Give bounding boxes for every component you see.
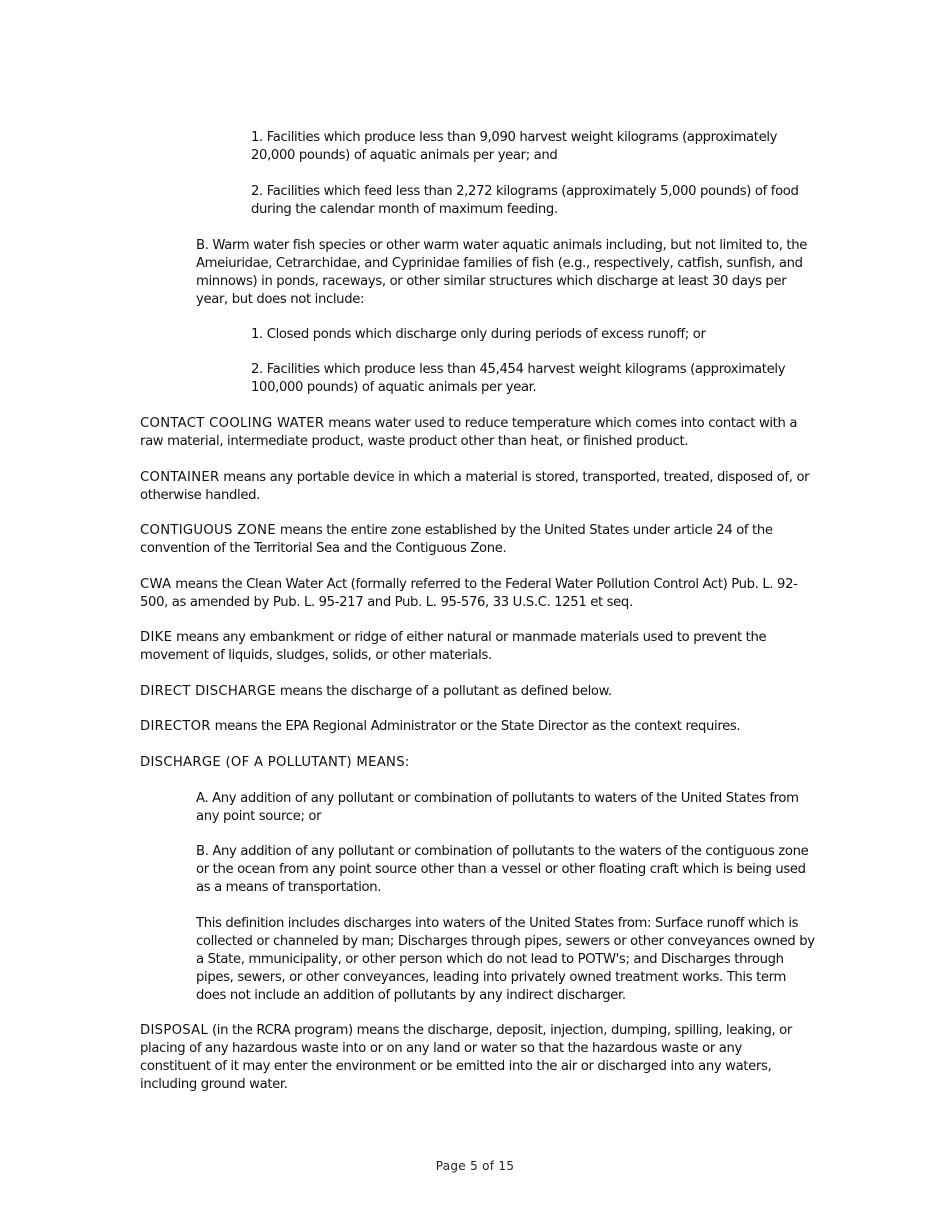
definition-text: means the discharge of a pollutant as defined below.: [276, 684, 612, 699]
definition-text: means any portable device in which a material is stored, transported, treated, disposed of, or otherwise handled.: [140, 470, 810, 503]
warm-water-clause: B. Warm water fish species or other warm water aquatic animals including, but not limited to, the Ameiuridae, Cetrarchidae, and Cyprinidae families of fish (e.g., respectively, catfish, sunfish, and minnows) in ponds, raceways, or other similar structures which discharge at least 30 days per year, but does not include:: [196, 238, 807, 307]
definition-term: DIRECT DISCHARGE: [140, 684, 277, 699]
definition-text: means any embankment or ridge of either natural or manmade materials used to prevent the movement of liquids, sludges, solids, or other materials.: [140, 630, 767, 663]
definition-contiguous-zone: [140, 522, 815, 558]
definition-term: CONTACT COOLING WATER: [140, 416, 325, 431]
definition-text: means the Clean Water Act (formally referred to the Federal Water Pollution Control Act) Pub. L. 92-500, as amended by Pub. L. 95-217 and Pub. L. 95-576, 33 U.S.C. 1251 et seq.: [140, 577, 798, 610]
definition-term: DIRECTOR: [140, 719, 211, 734]
definition-text: means water used to reduce temperature which comes into contact with a raw material, intermediate product, waste product other than heat, or finished product.: [140, 416, 798, 449]
facility-production-clause: 1. Facilities which produce less than 9,090 harvest weight kilograms (approximately 20,000 pounds) of aquatic animals per year; and: [251, 130, 778, 163]
discharge-item-b: B. Any addition of any pollutant or combination of pollutants to the waters of the contiguous zone or the ocean from any point source other than a vessel or other floating craft which is being used as a means of transportation.: [196, 844, 809, 895]
definition-dike: [140, 629, 815, 665]
definition-container: [140, 469, 815, 505]
warm-facility-production-clause: 2. Facilities which produce less than 45,454 harvest weight kilograms (approximately 100,000 pounds) of aquatic animals per year.: [251, 362, 786, 395]
definition-direct-discharge: [140, 683, 815, 701]
definition-term: CONTAINER: [140, 470, 220, 485]
definition-cwa: [140, 576, 815, 612]
definition-discharge-heading: DISCHARGE (OF A POLLUTANT) MEANS:: [140, 755, 410, 770]
definition-term: DISPOSAL: [140, 1023, 209, 1038]
definition-director: [140, 718, 815, 736]
definition-disposal: [140, 1022, 815, 1094]
discharge-item-a: A. Any addition of any pollutant or combination of pollutants to waters of the United States from any point source; or: [196, 791, 799, 824]
definition-text: (in the RCRA program) means the discharge, deposit, injection, dumping, spilling, leaking, or placing of any hazardous waste into or on any land or water so that the hazardous waste or any constituent of it may enter the environment or be emitted into the air or discharged into any waters, including ground water.: [140, 1023, 792, 1092]
facility-feed-clause: 2. Facilities which feed less than 2,272 kilograms (approximately 5,000 pounds) of food during the calendar month of maximum feeding.: [251, 184, 799, 217]
definition-text: means the EPA Regional Administrator or the State Director as the context requires.: [210, 719, 741, 734]
definition-text: means the entire zone established by the United States under article 24 of the convention of the Territorial Sea and the Contiguous Zone.: [140, 523, 773, 556]
definition-term: DIKE: [140, 630, 173, 645]
definition-term: CONTIGUOUS ZONE: [140, 523, 276, 538]
definition-contact-cooling-water: [140, 415, 815, 451]
page-number: Page 5 of 15: [435, 1159, 515, 1173]
closed-ponds-clause: 1. Closed ponds which discharge only during periods of excess runoff; or: [251, 327, 706, 342]
definition-term: CWA: [140, 577, 172, 592]
discharge-note: This definition includes discharges into waters of the United States from: Surface runoff which is collected or channeled by man; Discharges through pipes, sewers or other conveyances owned by a State, mmunicipality, or other person which do not lead to POTW's; and Discharges through pipes, sewers, or other conveyances, leading into privately owned treatment works. This term does not include an addition of pollutants by any indirect discharger.: [196, 916, 815, 1003]
